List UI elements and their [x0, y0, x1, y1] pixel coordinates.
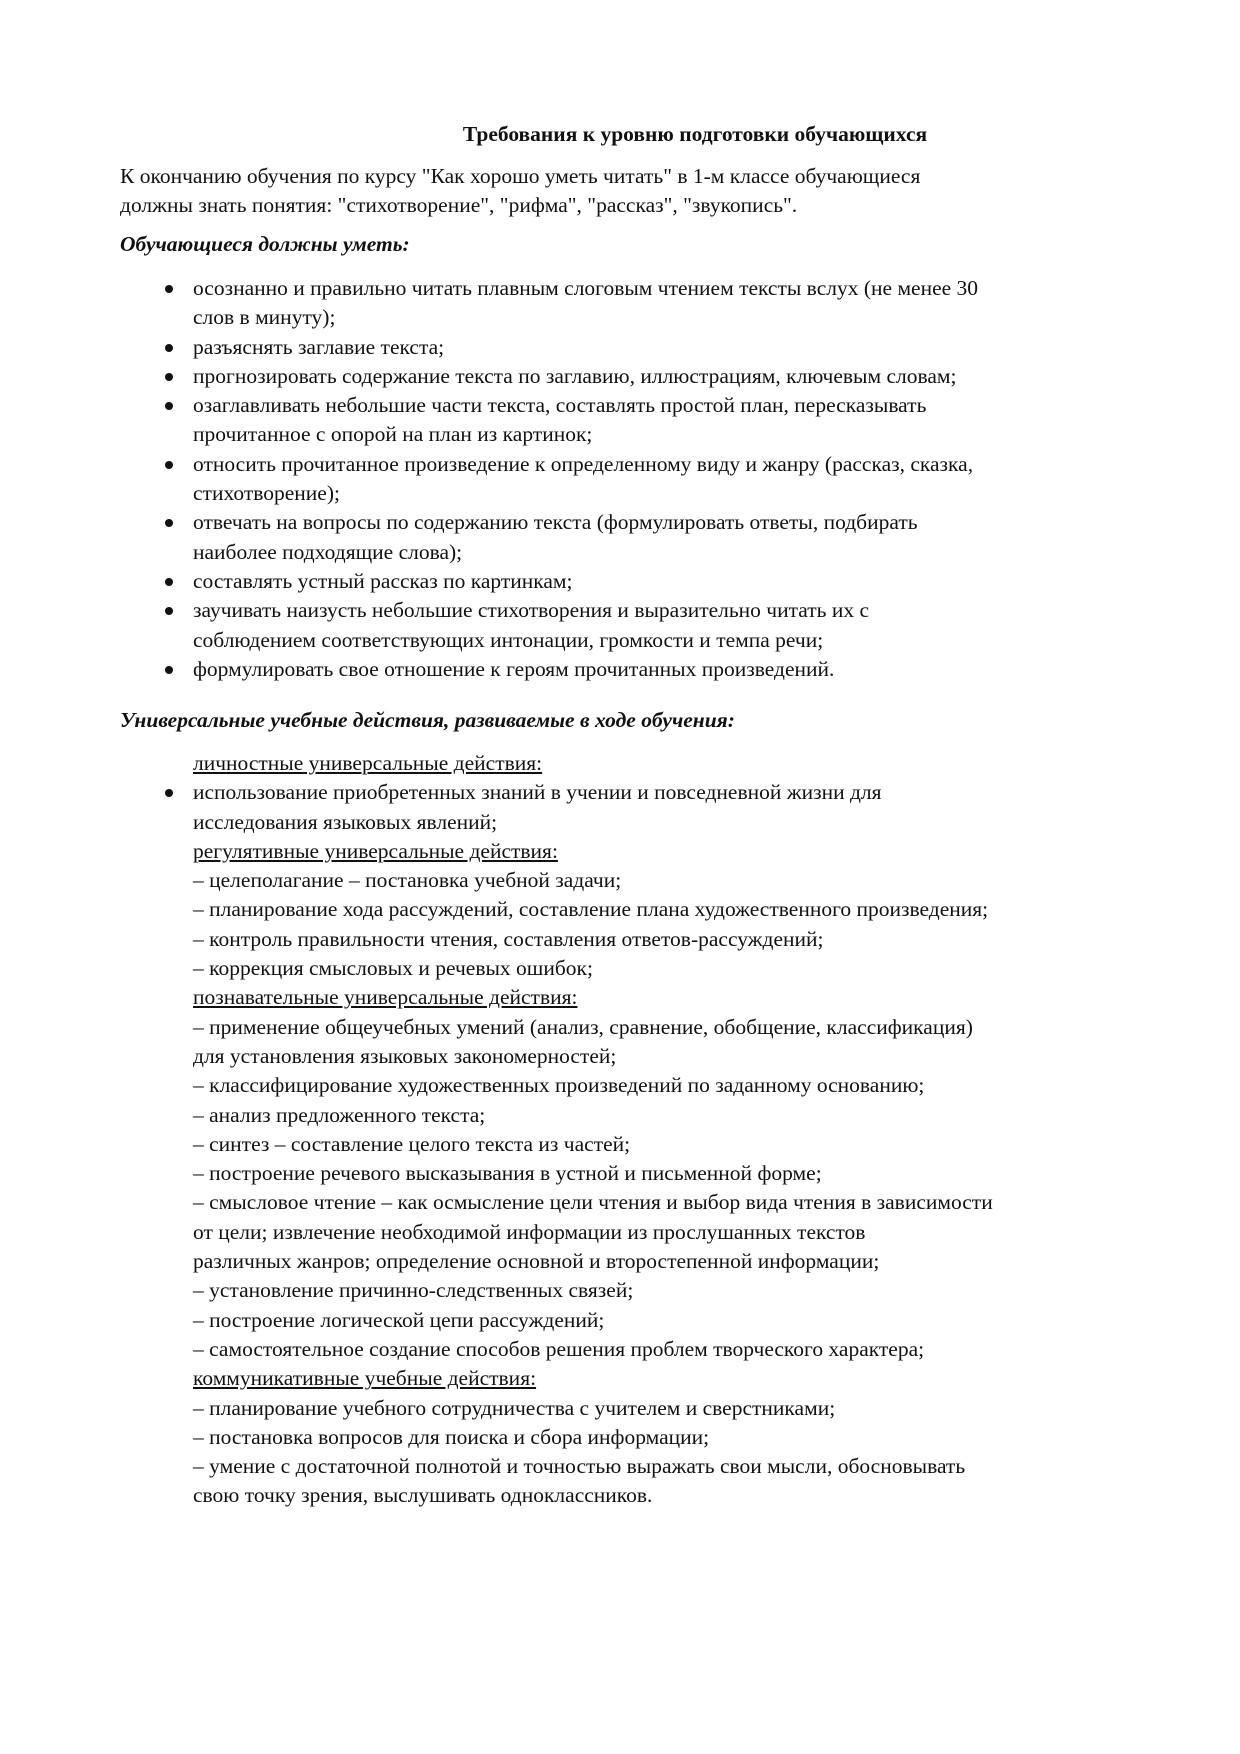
uud-line: – анализ предложенного текста;: [193, 1102, 486, 1127]
list-item-line: слов в минуту);: [193, 305, 336, 330]
uud-line: для установления языковых закономерностей;: [193, 1043, 617, 1068]
uud-line: использование приобретенных знаний в учении и повседневной жизни для: [193, 780, 882, 805]
uud-line: – умение с достаточной полнотой и точностью выражать свои мысли, обосновывать: [193, 1454, 966, 1479]
list-item: [120, 655, 978, 684]
list-item-line: прочитанное с опорой на план из картинок;: [193, 422, 593, 447]
uud-line: – применение общеучебных умений (анализ, сравнение, обобщение, классификация): [193, 1014, 973, 1039]
list-item-line: разъяснять заглавие текста;: [193, 334, 445, 359]
list-item: [120, 391, 978, 450]
list-item: [120, 274, 978, 333]
intro-line: должны знать понятия: "стихотворение", "рифма", "рассказ", "звукопись".: [120, 193, 798, 218]
uud-line: – классифицирование художественных произведений по заданному основанию;: [193, 1073, 925, 1098]
list-item-line: формулировать свое отношение к героям прочитанных произведений.: [193, 656, 835, 681]
list-item-line: заучивать наизусть небольшие стихотворения и выразительно читать их с: [193, 598, 870, 623]
list-item: [120, 362, 978, 391]
list-item: [120, 333, 978, 362]
uud-line: свою точку зрения, выслушивать одноклассников.: [193, 1483, 653, 1508]
list-item-line: озаглавливать небольшие части текста, составлять простой план, пересказывать: [193, 393, 927, 418]
cognitive-actions-title: познавательные универсальные действия:: [193, 985, 578, 1010]
uud-line: – синтез – составление целого текста из частей;: [193, 1131, 631, 1156]
list-item-line: осознанно и правильно читать плавным слоговым чтением тексты вслух (не менее 30: [193, 276, 979, 300]
list-item-line: стихотворение);: [193, 481, 340, 506]
uud-line: от цели; извлечение необходимой информации из прослушанных текстов: [193, 1219, 866, 1244]
list-item: [120, 596, 978, 655]
list-item: [120, 450, 978, 509]
uud-line: – установление причинно-следственных связей;: [193, 1278, 634, 1303]
list-item-line: прогнозировать содержание текста по заглавию, иллюстрациям, ключевым словам;: [193, 363, 957, 388]
list-item-line: соблюдением соответствующих интонации, громкости и темпа речи;: [193, 627, 824, 652]
uud-line: – контроль правильности чтения, составления ответов-рассуждений;: [193, 926, 824, 951]
uud-line: – планирование учебного сотрудничества с учителем и сверстниками;: [193, 1395, 836, 1420]
uud-heading: Универсальные учебные действия, развиваемые в ходе обучения:: [120, 708, 735, 732]
uud-line: – построение логической цепи рассуждений;: [193, 1307, 605, 1332]
uud-line: – постановка вопросов для поиска и сбора информации;: [193, 1424, 710, 1449]
uud-section: [193, 749, 993, 1511]
personal-actions-title: личностные универсальные действия:: [193, 751, 543, 775]
list-item-line: отвечать на вопросы по содержанию текста (формулировать ответы, подбирать: [193, 510, 918, 535]
uud-line: – самостоятельное создание способов решения проблем творческого характера;: [193, 1336, 925, 1361]
regulative-actions-title: регулятивные универсальные действия:: [193, 838, 558, 863]
skills-list: [120, 274, 978, 684]
intro-line: К окончанию обучения по курсу "Как хорошо уметь читать" в 1-м классе обучающиеся: [120, 164, 921, 188]
list-item: [120, 508, 978, 567]
uud-line: – целеполагание – постановка учебной задачи;: [193, 868, 622, 893]
skills-heading: Обучающиеся должны уметь:: [120, 232, 410, 256]
list-item: [193, 778, 993, 837]
uud-line: исследования языковых явлений;: [193, 809, 498, 834]
intro-paragraph: [120, 162, 920, 221]
document-title: Требования к уровню подготовки обучающихся: [462, 122, 928, 146]
uud-line: – коррекция смысловых и речевых ошибок;: [193, 956, 593, 981]
uud-line: – планирование хода рассуждений, составление плана художественного произведения;: [193, 897, 989, 922]
uud-line: – построение речевого высказывания в устной и письменной форме;: [193, 1161, 822, 1186]
list-item: [120, 567, 978, 596]
uud-line: – смысловое чтение – как осмысление цели чтения и выбор вида чтения в зависимости: [193, 1190, 993, 1215]
list-item-line: наиболее подходящие слова);: [193, 539, 463, 564]
list-item-line: составлять устный рассказ по картинкам;: [193, 568, 573, 593]
list-item-line: относить прочитанное произведение к определенному виду и жанру (рассказ, сказка,: [193, 451, 974, 476]
uud-line: различных жанров; определение основной и второстепенной информации;: [193, 1249, 880, 1274]
communicative-actions-title: коммуникативные учебные действия:: [193, 1366, 537, 1391]
